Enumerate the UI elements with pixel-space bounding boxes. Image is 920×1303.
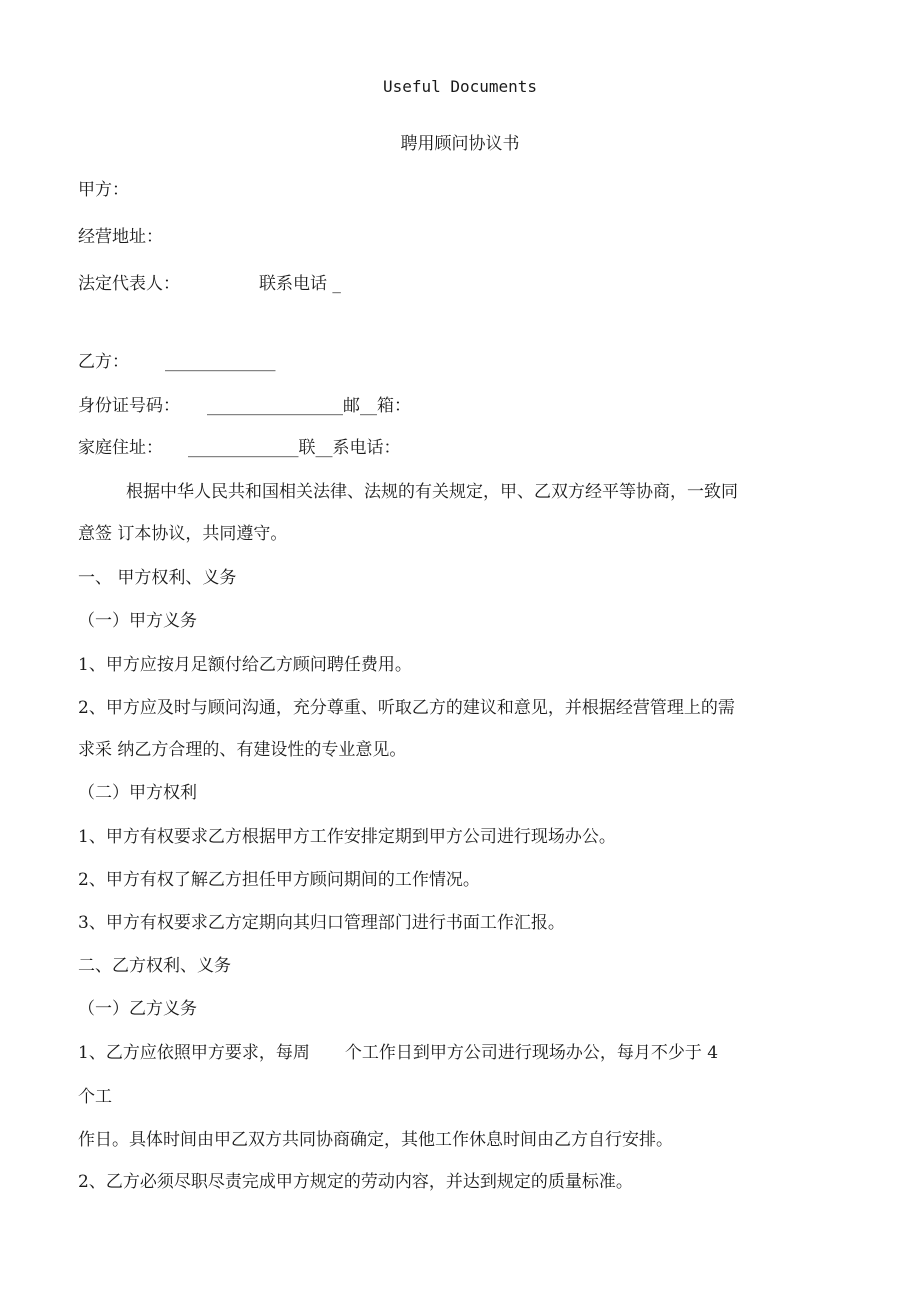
clause-b-obligation-1d: 作日。具体时间由甲乙双方共同协商确定，其他工作休息时间由乙方自行安排。 <box>78 1130 673 1150</box>
party-b-line <box>78 351 276 373</box>
party-a-address-label: 经营地址： <box>78 227 163 247</box>
party-b-id-blank: ________________ <box>207 396 343 416</box>
section-2-title: 二、乙方权利、义务 <box>78 956 231 976</box>
clause-b-obligation-1-part2: 个工作日到甲方公司进行现场办公，每月不少于 4 <box>344 1043 719 1063</box>
party-a-label: 甲方： <box>78 180 129 200</box>
party-b-label: 乙方： <box>78 352 129 372</box>
party-b-id-line <box>78 395 411 417</box>
party-b-phone-label: 联__系电话： <box>298 438 401 458</box>
intro-line-2: 意签 订本协议，共同遵守。 <box>78 524 288 544</box>
clause-a-obligation-2a: 2、甲方应及时与顾问沟通，充分尊重、听取乙方的建议和意见，并根据经营管理上的需 <box>78 698 735 718</box>
section-1-sub-obligations: （一）甲方义务 <box>78 611 197 631</box>
party-b-id-label: 身份证号码： <box>78 396 180 416</box>
party-b-address-line <box>78 437 401 459</box>
party-b-email-label: 邮__箱： <box>343 396 411 416</box>
intro-line-1: 根据中华人民共和国相关法律、法规的有关规定，甲、乙双方经平等协商，一致同 <box>126 482 738 502</box>
clause-a-right-3: 3、甲方有权要求乙方定期向其归口管理部门进行书面工作汇报。 <box>78 913 565 933</box>
clause-b-obligation-2: 2、乙方必须尽职尽责完成甲方规定的劳动内容，并达到规定的质量标准。 <box>78 1172 633 1192</box>
section-2-sub-obligations: （一）乙方义务 <box>78 999 197 1019</box>
clause-b-obligation-1a <box>78 1042 718 1064</box>
party-a-phone-label: 联系电话 _ <box>259 274 341 294</box>
section-1-title: 一、 甲方权利、义务 <box>78 568 237 588</box>
document-title: 聘用顾问协议书 <box>400 134 520 154</box>
party-b-name-blank: _____________ <box>165 352 276 372</box>
clause-a-right-2: 2、甲方有权了解乙方担任甲方顾问期间的工作情况。 <box>78 870 480 890</box>
section-1-sub-rights: （二）甲方权利 <box>78 783 197 803</box>
clause-a-obligation-1: 1、甲方应按月足额付给乙方顾问聘任费用。 <box>78 655 412 675</box>
party-a-rep-line <box>78 273 341 295</box>
party-b-address-label: 家庭住址： <box>78 438 163 458</box>
clause-b-obligation-1-part1: 1、乙方应依照甲方要求，每周 <box>78 1043 310 1063</box>
clause-a-right-1: 1、甲方有权要求乙方根据甲方工作安排定期到甲方公司进行现场办公。 <box>78 827 616 847</box>
party-a-rep-label: 法定代表人： <box>78 274 180 294</box>
clause-a-obligation-2b: 求采 纳乙方合理的、有建设性的专业意见。 <box>78 740 407 760</box>
page-header: Useful Documents <box>382 77 538 96</box>
party-b-address-blank: _____________ <box>188 438 299 458</box>
clause-b-obligation-1c: 个工 <box>78 1087 112 1107</box>
